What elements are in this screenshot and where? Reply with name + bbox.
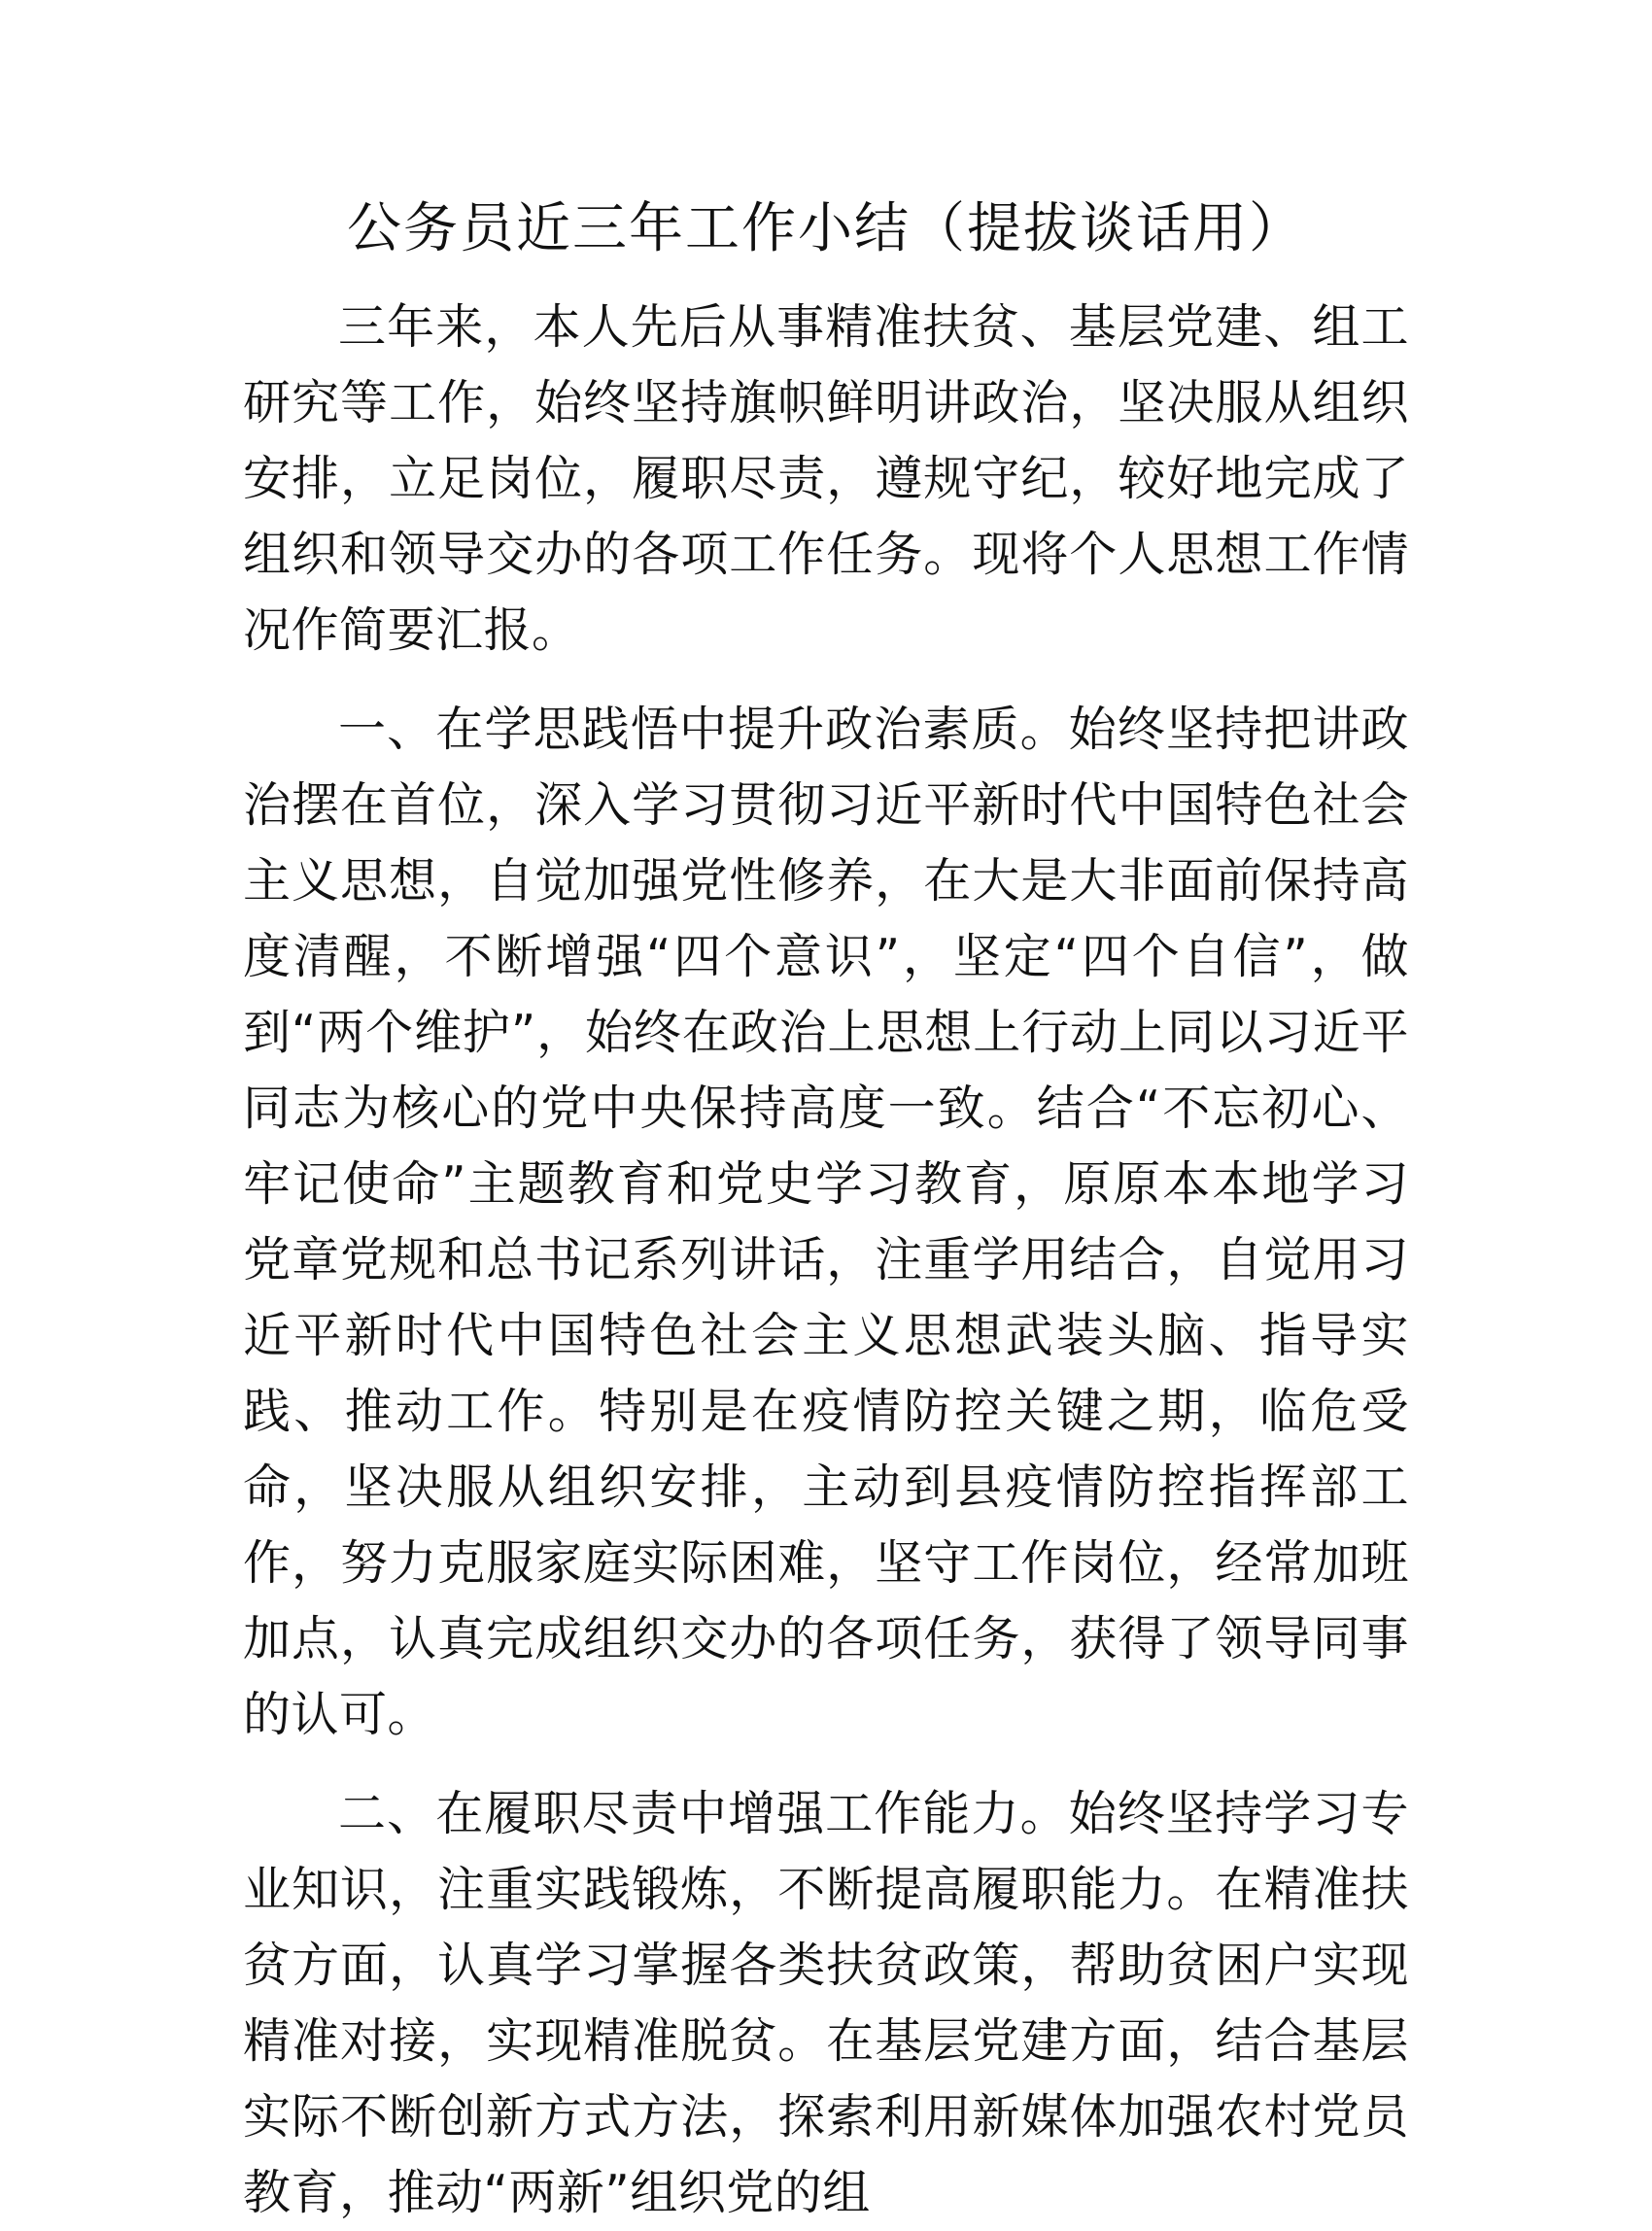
paragraph-intro: 三年来，本人先后从事精准扶贫、基层党建、组工研究等工作，始终坚持旗帜鲜明讲政治，坚决服从组织安排，立足岗位，履职尽责，遵规守纪，较好地完成了组织和领导交办的各项工作任务。现将个人思想工作情况作简要汇报。 bbox=[243, 299, 1409, 658]
document-title: 公务员近三年工作小结（提拔谈话用） bbox=[347, 197, 1305, 260]
paragraph-work-ability: 二、在履职尽责中增强工作能力。始终坚持学习专业知识，注重实践锻炼，不断提高履职能力。在精准扶贫方面，认真学习掌握各类扶贫政策，帮助贫困户实现精准对接，实现精准脱贫。在基层党建方面，结合基层实际不断创新方式方法，探索利用新媒体加强农村党员教育，推动“两新”组织党的组 bbox=[243, 1786, 1409, 2220]
paragraph-political-quality: 一、在学思践悟中提升政治素质。始终坚持把讲政治摆在首位，深入学习贯彻习近平新时代中国特色社会主义思想，自觉加强党性修养，在大是大非面前保持高度清醒，不断增强“四个意识”，坚定“四个自信”，做到“两个维护”，始终在政治上思想上行动上同以习近平同志为核心的党中央保持高度一致。结合“不忘初心、牢记使命”主题教育和党史学习教育，原原本本地学习党章党规和总书记系列讲话，注重学用结合，自觉用习近平新时代中国特色社会主义思想武装头脑、指导实践、推动工作。特别是在疫情防控关键之期，临危受命，坚决服从组织安排，主动到县疫情防控指挥部工作，努力克服家庭实际困难，坚守工作岗位，经常加班加点，认真完成组织交办的各项任务，获得了领导同事的认可。 bbox=[243, 702, 1409, 1742]
document-body bbox=[243, 290, 1409, 2231]
